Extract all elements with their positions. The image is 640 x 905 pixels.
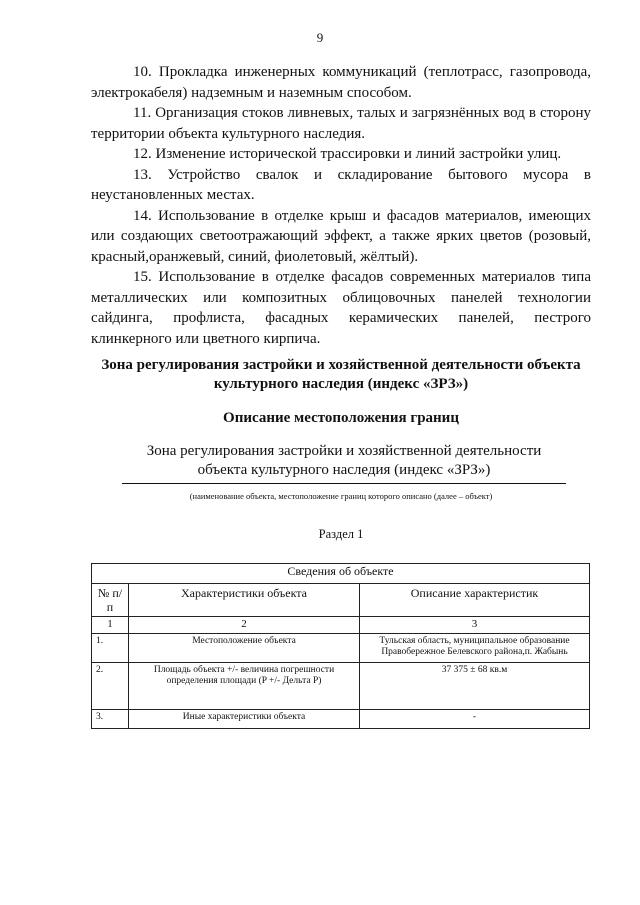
table-row xyxy=(92,710,590,729)
row-description: - xyxy=(360,710,590,729)
paragraph-15: 15. Использование в отделке фасадов современных материалов типа металлических или композитных облицовочных панелей технологии сайдинга, профлиста, фасадных керамических панелей, пестрого клинкерного или цветного кирпича. xyxy=(91,269,591,347)
row-description: Тульская область, муниципальное образование Правобережное Белевского района,п. Жабынь xyxy=(360,634,590,663)
object-info-table xyxy=(91,563,590,729)
table-row xyxy=(92,634,590,663)
row-characteristic: Иные характеристики объекта xyxy=(129,710,360,729)
paragraph-10: 10. Прокладка инженерных коммуникаций (теплотрасс, газопровода, электрокабеля) надземным и наземным способом. xyxy=(91,64,591,101)
column-number-2: 2 xyxy=(129,617,360,634)
row-characteristic: Местоположение объекта xyxy=(129,634,360,663)
zone-heading: Зона регулирования застройки и хозяйственной деятельности объекта культурного наследия (индекс «ЗРЗ») xyxy=(101,357,581,392)
paragraph-13: 13. Устройство свалок и складирование бытового мусора в неустановленных местах. xyxy=(91,166,591,203)
row-number: 1. xyxy=(92,634,129,663)
page-number: 9 xyxy=(316,30,324,45)
column-number-row xyxy=(92,617,590,634)
table-header-row xyxy=(92,584,590,617)
restrictions-list xyxy=(91,62,591,349)
section-title: Раздел 1 xyxy=(318,527,364,541)
column-number-3: 3 xyxy=(360,617,590,634)
header-characteristic: Характеристики объекта xyxy=(129,584,360,617)
description-heading: Описание местоположения границ xyxy=(223,410,459,426)
table-title-row xyxy=(92,564,590,584)
row-characteristic: Площадь объекта +/- величина погрешности определения площади (P +/- Дельта P) xyxy=(129,663,360,710)
paragraph-11: 11. Организация стоков ливневых, талых и загрязнённых вод в сторону территории объекта культурного наследия. xyxy=(91,105,591,142)
header-description: Описание характеристик xyxy=(360,584,590,617)
row-number: 2. xyxy=(92,663,129,710)
header-number: № п/п xyxy=(92,584,129,617)
row-description: 37 375 ± 68 кв.м xyxy=(360,663,590,710)
paragraph-14: 14. Использование в отделке крыш и фасадов материалов, имеющих или создающих светоотражающий эффект, а также ярких цветов (розовый, красный,оранжевый, синий, фиолетовый, жёлтый). xyxy=(91,207,591,265)
row-number: 3. xyxy=(92,710,129,729)
column-number-1: 1 xyxy=(92,617,129,634)
table-row xyxy=(92,663,590,710)
object-name: Зона регулирования застройки и хозяйственной деятельности объекта культурного наследия (индекс «ЗРЗ») xyxy=(122,442,566,484)
table-title: Сведения об объекте xyxy=(92,564,590,584)
paragraph-12: 12. Изменение исторической трассировки и линий застройки улиц. xyxy=(133,146,562,162)
object-caption: (наименование объекта, местоположение границ которого описано (далее – объект) xyxy=(189,491,493,501)
